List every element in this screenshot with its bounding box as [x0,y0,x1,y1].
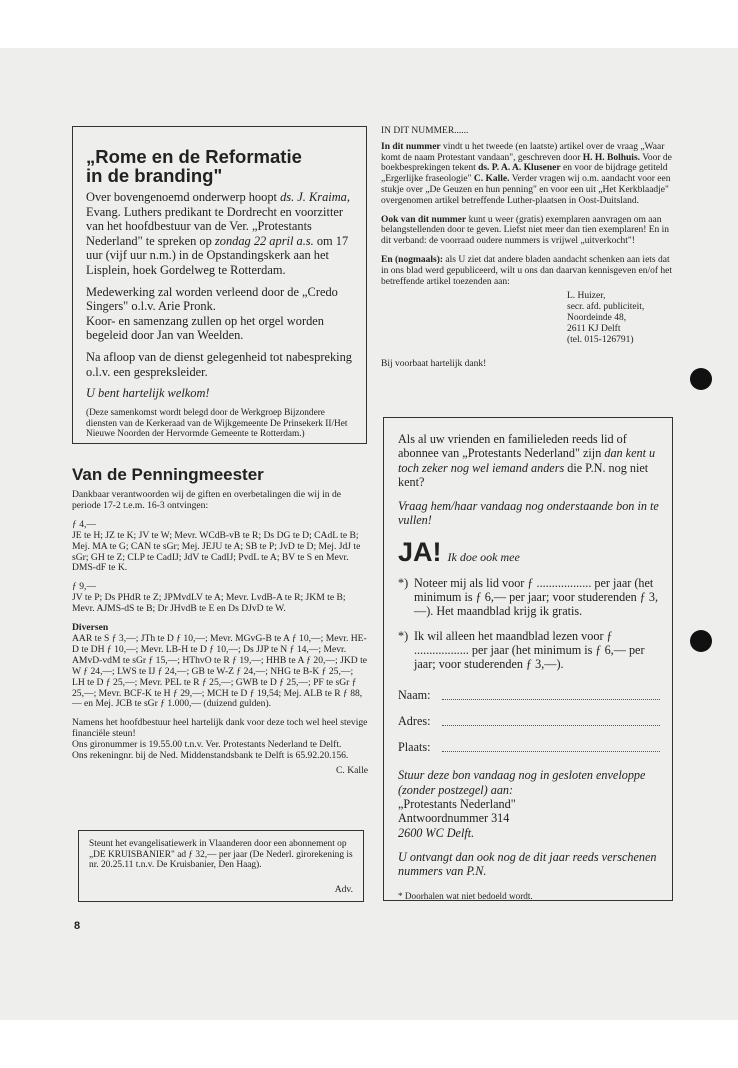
rome-p1-c: om 17 uur (vijf uur n.m.) in de Opstandingskerk aan het Lisplein, hoek Gordelweg te Rotterdam. [86,233,349,277]
coupon-intro-c: die P.N. nog niet kent? [398,460,649,489]
kruisbanier-text: Steunt het evangelisatiewerk in Vlaanderen door een abonnement op „DE KRUISBANIER" ad ƒ 32,— per jaar (De Nederl. girorekening is nr. 20.25.11 t.n.v. De Kruisbanier, Den Haag). [89,839,353,871]
pen-thanks: Namens het hoofdbestuur heel hartelijk dank voor deze toch wel heel stevige financiële steun! [72,717,368,740]
option-marker: *) [398,575,409,590]
binder-hole-top [690,368,712,390]
ja-subtitle: Ik doe ook mee [447,549,520,564]
coupon-intro [398,432,660,489]
pen-closing [72,718,368,762]
name-field[interactable] [398,688,660,702]
page-number: 8 [74,920,81,932]
nummer-p3-body: als U ziet dat andere bladen aandacht schenken aan iets dat in ons blad werd gepubliceerd, wilt u ons dan daarvan kennisgeven en/of het betreffende artikel toezenden aan: [381,254,672,287]
nummer-p2-body: kunt u weer (gratis) exemplaren aanvragen om aan belangstellenden door te geven. Liefst niet meer dan tien exemplaren! En in dit verband: de voorraad oudere nummers is vrijwel „uitverkocht"! [381,214,670,247]
rome-reformatie-box [72,126,367,444]
nummer-author-2: ds. P. A. A. Klusener [478,163,561,174]
kruisbanier-ad-box [78,830,364,902]
send-text: Stuur deze bon vandaag nog in gesloten enveloppe (zonder postzegel) aan: [398,768,646,797]
rome-title-line1: „Rome en de Reformatie [86,146,302,167]
option-magazine-only[interactable] [398,629,660,672]
nummer-closing: Bij voorbaat hartelijk dank! [381,359,487,370]
pen-group-3-body: AAR te S ƒ 3,—; JTh te D ƒ 10,—; Mevr. MGvG-B te A ƒ 10,—; Mevr. HE-D te DH ƒ 10,—; Mevr. LB-H te D ƒ 10,—; Ds JJP te N ƒ 14,—; Mevr. AMvD-vdM te sGr ƒ 15,—; HThvO te R ƒ 19,—; HHB te A ƒ 20,—; JKD te W ƒ 24,—; LWS te IJ ƒ 24,—; GB te W-Z ƒ 24,—; NHG te B-K ƒ 25,—; LH te D ƒ 25,—; Mevr. PEL te R ƒ 25,—; GWB te D ƒ 25,—; PF te sGr ƒ 25,—; Mevr. BCF-K te H ƒ 29,—; MCH te D ƒ 19,54; Mej. ALB te R ƒ 88,— en Mej. JCB te sGr ƒ 1.000,— (duizend gulden). [72,632,367,710]
rome-p2a: Medewerking zal worden verleend door de „Credo Singers" o.l.v. Arie Pronk. [86,284,338,314]
penningmeester-section [72,490,368,777]
binder-hole-bottom [690,630,712,652]
coupon-intro-b: dan kent u toch zeker nog wel iemand anders [398,446,656,475]
pen-group-2-body: JV te P; Ds PHdR te Z; JPMvdLV te A; Mevr. LvdB-A te R; JKM te B; Mevr. AJMS-dS te B; Dr JHvdB te E en Ds DJvD te W. [72,592,346,615]
send-organisation: „Protestants Nederland" [398,797,516,812]
nummer-author-1: H. H. Bolhuis. [582,152,641,163]
rome-box-title [86,147,356,185]
ja-heading [398,538,660,566]
rome-speaker: ds. J. Kraima, [280,190,350,204]
rome-p1-a: Over bovengenoemd onderwerp hoopt [86,190,281,204]
nummer-p1-c: en voor de bijdrage getiteld „Ergerlijke fraseologie" [381,163,668,185]
address-role: secr. afd. publiciteit, [567,302,645,313]
rome-welcome: U bent hartelijk welkom! [86,386,210,401]
rome-p2b: Koor- en samenzang zullen op het orgel worden begeleid door Jan van Weelden. [86,313,324,343]
pen-group-2 [72,582,368,615]
pen-intro: Dankbaar verantwoorden wij de giften en overbetalingen die wij in de periode 17-2 t.e.m. 16-3 ontvingen: [72,489,342,511]
nummer-p1-lead: In dit nummer [381,141,441,152]
address-field[interactable] [398,714,660,728]
place-field[interactable] [398,740,660,754]
pen-group-1-head: ƒ 4,— [72,518,96,530]
nummer-paragraph-1 [381,142,673,207]
pen-group-1-body: JE te H; JZ te K; JV te W; Mevr. WCdB-vB te R; Ds DG te D; CAdL te B; Mej. MA te G; CAN te sGr; Mej. JEJU te A; SB te P; JvD te D; Mej. JdJ te sGr; GH te Z; CLP te CadIJ; JdV te CadIJ; PvdL te A; BV te S en Mevr. DMS-dF te K. [72,529,361,574]
address-phone: (tel. 015-126791) [567,334,634,345]
option-member-text: Noteer mij als lid voor ƒ .................. per jaar (het minimum is ƒ 6,— per jaar; voor studerenden ƒ 3,—). Het maandblad krijg ik gratis. [414,575,659,619]
nummer-paragraph-3 [381,255,673,287]
penningmeester-title: Van de Penningmeester [72,465,264,484]
nummer-p1-b: Voor de boekbesprekingen tekent [381,152,672,174]
rome-paragraph-2b [86,314,358,343]
ja-label: JA! [398,536,442,567]
in-dit-nummer-section [381,126,673,378]
nummer-author-3: C. Kalle. [473,174,510,185]
option-magazine-text: Ik wil alleen het maandblad lezen voor ƒ .................. per jaar (het minimum is ƒ 6,— per jaar; voor studerenden ƒ 3,—). [414,628,645,672]
subscription-coupon-box [383,417,673,901]
rome-paragraph-3: Na afloop van de dienst gelegenheid tot nabespreking o.l.v. een gespreksleider. [86,349,352,379]
address-label: Adres: [398,713,431,728]
pen-group-2-head: ƒ 9,— [72,581,96,593]
name-dotted-line[interactable] [442,688,660,700]
rome-box-body [86,190,358,440]
pen-bank: Ons rekeningnr. bij de Ned. Middenstandsbank te Delft is 65.92.20.156. [72,750,349,762]
option-marker: *) [398,628,409,643]
nummer-p2-lead: Ook van dit nummer [381,214,467,225]
coupon-ask: Vraag hem/haar vandaag nog onderstaande bon in te vullen! [398,499,659,528]
rome-paragraph-2 [86,285,358,314]
pen-group-3-head: Diversen [72,622,109,634]
address-street: Noordeinde 48, [567,312,627,323]
contact-address [567,291,673,345]
pen-group-1 [72,520,368,575]
coupon-intro-a: Als al uw vrienden en familieleden reeds lid of abonnee van „Protestants Nederland" zijn [398,432,627,461]
place-dotted-line[interactable] [442,740,660,752]
nummer-p3-lead: En (nogmaals): [381,254,444,265]
coupon-footnote: * Doorhalen wat niet bedoeld wordt. [398,890,533,901]
rome-p1-b: Evang. Luthers predikant te Dordrecht en voorzitter van het hoofdbestuur van de Ver. „Protestants Nederland" te spreken op [86,204,344,248]
place-label: Plaats: [398,740,431,755]
address-name: L. Huizer, [567,291,606,302]
nummer-paragraph-2 [381,215,673,247]
address-dotted-line[interactable] [442,714,660,726]
option-member[interactable] [398,576,660,619]
rome-date: zondag 22 april a.s. [214,233,314,248]
send-reply-number: Antwoordnummer 314 [398,811,510,826]
kruisbanier-adv-label: Adv. [334,884,353,895]
send-postcode-city: 2600 WC Delft. [398,825,475,840]
coupon-content [398,432,660,913]
nummer-p1-a: vindt u het tweede (en laatste) artikel over de vraag „Waar komt de naam Protestant vandaan", geschreven door [381,141,665,163]
send-instructions [398,768,660,839]
in-dit-nummer-heading: IN DIT NUMMER...... [381,126,469,136]
rome-note: (Deze samenkomst wordt belegd door de Werkgroep Bijzondere diensten van de Kerkeraad van de Wijkgemeente De Prinsekerk II/Het Nieuwe Noorden der Hervormde Gemeente te Rotterdam.) [86,407,348,440]
nummer-p1-d: Verder vragen wij o.m. aandacht voor een stukje over „De Geuzen en hun penning" en voor een uit „Het Kerkblaadje" overgenomen artikel betreffende Luther-plaatsen in Oost-Duitsland. [381,174,671,206]
rome-title-line2: in de branding" [86,165,223,186]
pen-signature: C. Kalle [336,764,368,776]
receive-note: U ontvangt dan ook nog de dit jaar reeds verschenen nummers van P.N. [398,849,657,879]
rome-paragraph-1 [86,190,358,278]
address-city: 2611 KJ Delft [567,323,621,334]
pen-giro: Ons gironummer is 19.55.00 t.n.v. Ver. Protestants Nederland te Delft. [72,739,342,751]
pen-group-3 [72,623,368,710]
name-label: Naam: [398,687,431,702]
